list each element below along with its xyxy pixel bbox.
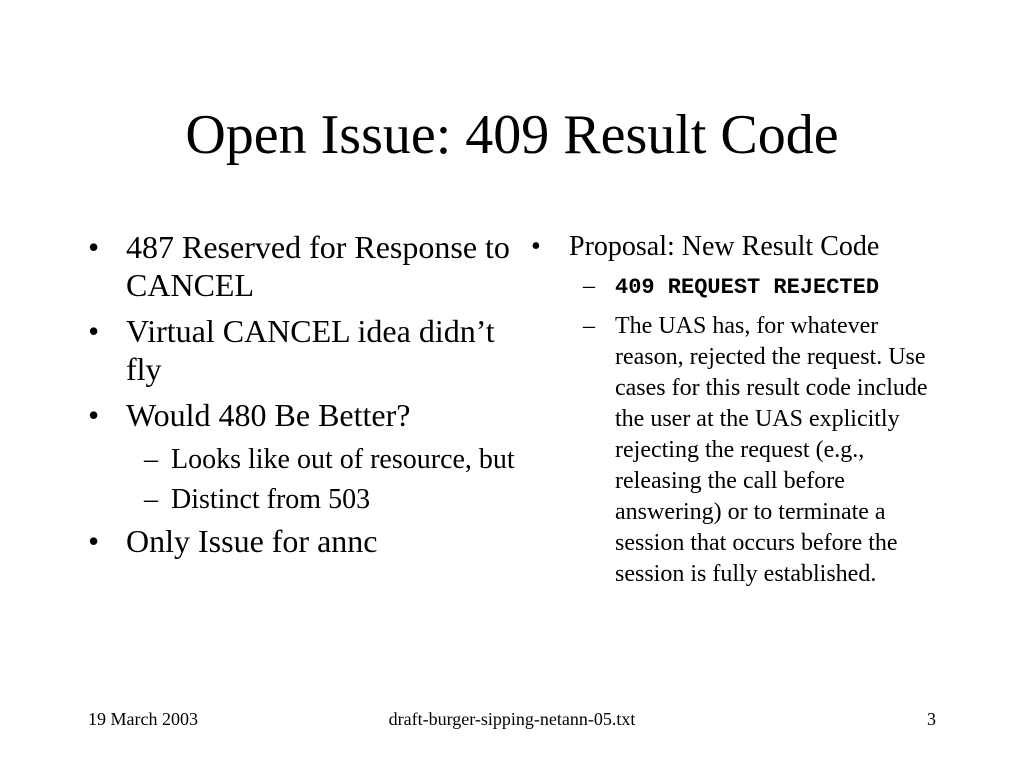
list-item <box>88 396 518 434</box>
sub-list-item <box>88 482 518 517</box>
footer-page-number: 3 <box>927 709 936 729</box>
list-item <box>88 228 518 304</box>
bullet-text: 487 Reserved for Response to CANCEL <box>126 229 510 303</box>
bullet-text: Virtual CANCEL idea didn’t fly <box>126 313 495 387</box>
bullet-text: Proposal: New Result Code <box>569 231 880 262</box>
left-column <box>88 228 518 568</box>
bullet-text: Only Issue for annc <box>126 523 378 559</box>
dash-icon: – <box>583 273 595 299</box>
sub-list-item <box>531 271 951 303</box>
sub-list-item <box>88 442 518 477</box>
list-item <box>88 312 518 388</box>
bullet-icon: • <box>88 523 100 559</box>
sub-bullet-text: Looks like out of resource, but <box>171 444 515 475</box>
bullet-icon: • <box>88 229 100 265</box>
footer-document: draft-burger-sipping-netann-05.txt <box>388 709 636 729</box>
list-item <box>531 229 951 265</box>
sub-bullet-text: The UAS has, for whatever reason, rejected the request. Use cases for this result code include the user at the UAS explicitly rejecting the request (e.g., releasing the call before answering) or to terminate a session that occurs before the session is fully established. <box>615 313 928 587</box>
bullet-icon: • <box>88 313 100 349</box>
bullet-text: Would 480 Be Better? <box>126 397 411 433</box>
dash-icon: – <box>144 484 158 515</box>
right-column <box>531 229 951 598</box>
sub-list-item <box>531 311 951 590</box>
slide-title: Open Issue: 409 Result Code <box>185 104 839 166</box>
sub-bullet-text: Distinct from 503 <box>171 484 371 515</box>
bullet-icon: • <box>88 397 100 433</box>
dash-icon: – <box>144 444 158 475</box>
bullet-icon: • <box>531 231 541 262</box>
list-item <box>88 522 518 560</box>
footer-date: 19 March 2003 <box>88 709 198 729</box>
dash-icon: – <box>583 313 595 339</box>
result-code-text: 409 REQUEST REJECTED <box>615 275 880 300</box>
